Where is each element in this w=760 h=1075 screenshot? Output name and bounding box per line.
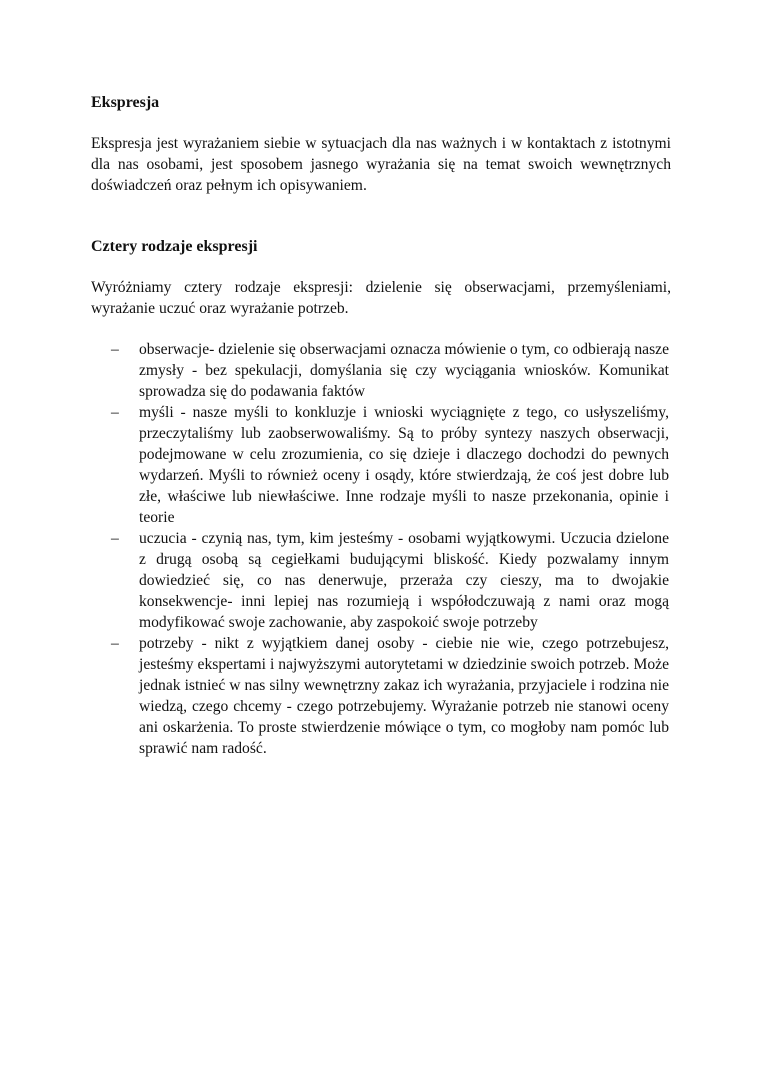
list-item-text: obserwacje- dzielenie się obserwacjami oznacza mówienie o tym, co odbierają nasze zmysły - bez spekulacji, domyślania się czy wyciągania wniosków. Komunikat sprowadza się do podawania faktów — [139, 341, 669, 400]
expression-types-list — [111, 339, 669, 759]
section-paragraph-intro: Wyróżniamy cztery rodzaje ekspresji: dzielenie się obserwacjami, przemyśleniami, wyrażanie uczuć oraz wyrażanie potrzeb. — [91, 279, 671, 317]
list-item-text: potrzeby - nikt z wyjątkiem danej osoby - ciebie nie wie, czego potrzebujesz, jesteśmy ekspertami i najwyższymi autorytetami w dziedzinie swoich potrzeb. Może jednak istnieć w nas silny wewnętrzny zakaz ich wyrażania, przyjaciele i rodzina nie wiedzą, czego chcemy - czego potrzebujemy. Wyrażanie potrzeb nie stanowi oceny ani oskarżenia. To proste stwierdzenie mówiące o tym, co mogłoby nam pomóc lub sprawić nam radość. — [139, 635, 669, 757]
list-item-feelings — [111, 528, 669, 633]
list-item-observations — [111, 339, 669, 402]
section-heading-types: Cztery rodzaje ekspresji — [91, 238, 258, 255]
list-item-text: myśli - nasze myśli to konkluzje i wnioski wyciągnięte z tego, co usłyszeliśmy, przeczytaliśmy lub zaobserwowaliśmy. Są to próby syntezy naszych obserwacji, podejmowane w celu zrozumienia, co się dzieje i dlaczego dochodzi do pewnych wydarzeń. Myśli to również oceny i osądy, które stwierdzają, że coś jest dobre lub złe, właściwe lub niewłaściwe. Inne rodzaje myśli to nasze przekonania, opinie i teorie — [139, 404, 669, 526]
section-paragraph-definition: Ekspresja jest wyrażaniem siebie w sytuacjach dla nas ważnych i w kontaktach z istotnymi dla nas osobami, jest sposobem jasnego wyrażania się na temat swoich wewnętrznych doświadczeń oraz pełnym ich opisywaniem. — [91, 135, 671, 194]
list-item-needs — [111, 633, 669, 759]
dash-bullet: – — [111, 404, 119, 421]
section-heading-ekspresja: Ekspresja — [91, 94, 160, 111]
list-item-thoughts — [111, 402, 669, 528]
list-item-text: uczucia - czynią nas, tym, kim jesteśmy - osobami wyjątkowymi. Uczucia dzielone z drugą osobą są cegiełkami budującymi bliskość. Kiedy pozwalamy innym dowiedzieć się, co nas denerwuje, przeraża czy cieszy, ma to dwojakie konsekwencje- inni lepiej nas rozumieją i współodczuwają z nami oraz mogą modyfikować swoje zachowanie, aby zaspokoić swoje potrzeby — [139, 530, 669, 631]
dash-bullet: – — [111, 341, 119, 358]
dash-bullet: – — [111, 530, 119, 547]
dash-bullet: – — [111, 635, 119, 652]
